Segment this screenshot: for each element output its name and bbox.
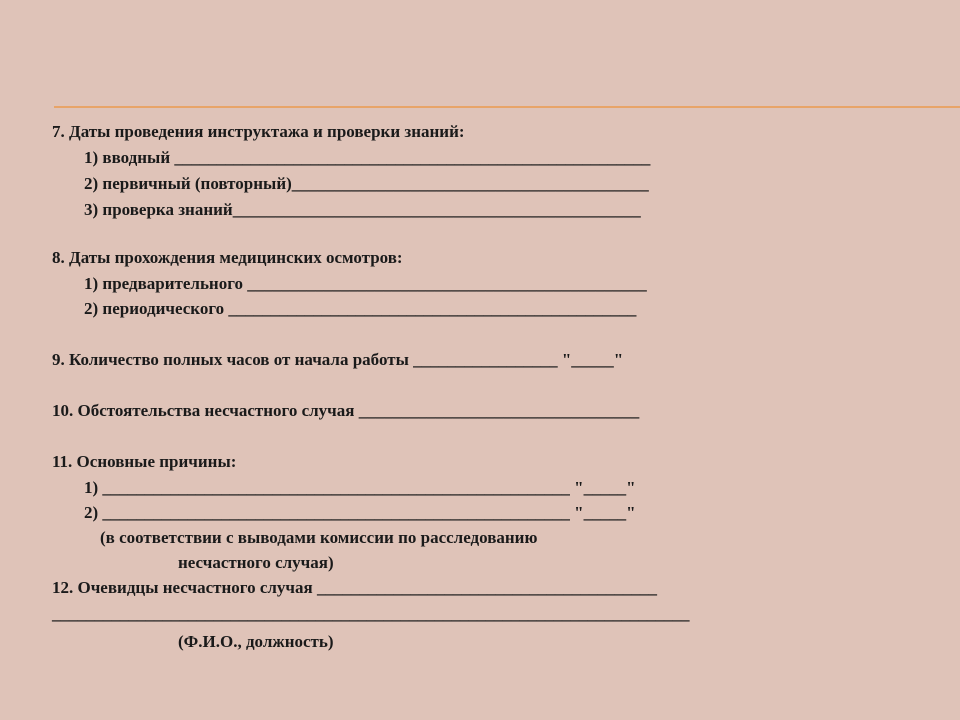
section-11-note-2: несчастного случая) — [178, 553, 334, 572]
section-12-line: 12. Очевидцы несчастного случая ________________________________________ — [52, 578, 657, 597]
section-10-line: 10. Обстоятельства несчастного случая _________________________________ — [52, 401, 640, 420]
section-12-blank-line: ___________________________________________________________________________ — [52, 604, 690, 623]
section-9-line: 9. Количество полных часов от начала работы _________________ "_____" — [52, 350, 624, 369]
accent-rule — [54, 106, 960, 108]
section-11-item-2: 2) _______________________________________________________ "_____" — [84, 503, 636, 522]
section-11-item-1: 1) _______________________________________________________ "_____" — [84, 478, 636, 497]
section-8-item-1: 1) предварительного _______________________________________________ — [84, 274, 647, 293]
section-11-note-1: (в соответствии с выводами комиссии по расследованию — [100, 528, 538, 547]
section-7-item-2: 2) первичный (повторный)__________________________________________ — [84, 174, 649, 193]
section-11-heading: 11. Основные причины: — [52, 452, 237, 471]
section-8-heading: 8. Даты прохождения медицинских осмотров: — [52, 248, 403, 267]
section-7-heading: 7. Даты проведения инструктажа и проверки знаний: — [52, 122, 465, 141]
section-8-item-2: 2) периодического ________________________________________________ — [84, 299, 637, 318]
section-7-item-3: 3) проверка знаний________________________________________________ — [84, 200, 641, 219]
section-7-item-1: 1) вводный ________________________________________________________ — [84, 148, 651, 167]
section-12-caption: (Ф.И.О., должность) — [178, 632, 334, 651]
